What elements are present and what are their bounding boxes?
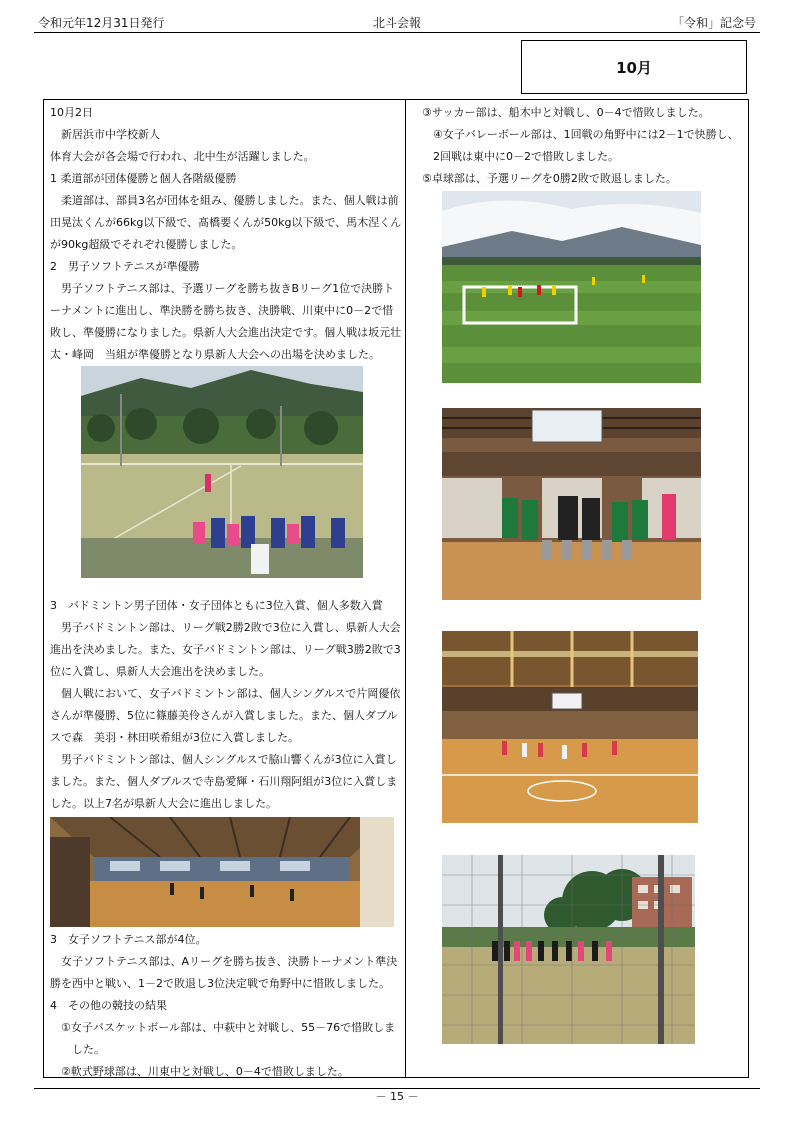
result-volleyball: ④女子バレーボール部は、1回戦の角野中には2－1で快勝し、2回戦は東中に0－2で惜敗しました。 <box>433 128 739 163</box>
photo-badminton-gym <box>50 817 394 927</box>
newsletter-title: 北斗会報 <box>372 16 421 30</box>
event-name: 新居浜市中学校新人 <box>61 128 160 141</box>
photo-basketball <box>442 631 698 823</box>
column-divider <box>405 99 406 1078</box>
result-table-tennis: ⑤卓球部は、予選リーグを0勝2敗で敗退しました。 <box>422 172 677 185</box>
section-boys-tennis-body: 男子ソフトテニス部は、予選リーグを勝ち抜きBリーグ1位で決勝トーナメントに進出し、準決勝を勝ち抜き、決勝戦、川東中に0－2で惜敗し、準優勝になりました。県新人大会進出決定です。個人戦は坂元壮太・峰岡 当組が準優勝となり県新人大会への出場を決めました。 <box>50 282 402 361</box>
section-judo-heading: 1 柔道部が団体優勝と個人各階級優勝 <box>50 172 237 185</box>
result-basketball: ①女子バスケットボール部は、中萩中と対戦し、55－76で惜敗しました。 <box>61 1021 396 1056</box>
event-date: 10月2日 <box>50 106 93 119</box>
month-label: 10月 <box>521 40 747 94</box>
section-judo-body: 柔道部は、部員3名が団体を組み、優勝しました。また、個人戦は前田晃汰くんが66kg以下級で、髙橋要くんが50kg以下級で、馬木涅くんが90kg超級でそれぞれ優勝しました。 <box>50 194 402 251</box>
edition-label: 「令和」記念号 <box>671 16 756 30</box>
section-badminton-body-3: 男子バドミントン部は、個人シングルスで脇山響くんが3位に入賞しました。また、個人ダブルスで寺島愛輝・石川翔阿組が3位に入賞しました。以上7名が県新人大会に進出しました。 <box>50 753 398 810</box>
section-girls-tennis-heading: 3 女子ソフトテニス部が4位。 <box>50 933 207 946</box>
left-column <box>50 102 402 1083</box>
result-soccer: ③サッカー部は、船木中と対戦し、0－4で惜敗しました。 <box>422 106 710 119</box>
page-number: － 15 － <box>375 1090 419 1103</box>
photo-soccer <box>442 191 701 383</box>
section-other-heading: 4 その他の競技の結果 <box>50 999 167 1012</box>
section-boys-tennis-heading: 2 男子ソフトテニスが準優勝 <box>50 260 200 273</box>
photo-volleyball <box>442 408 701 600</box>
issue-date: 令和元年12月31日発行 <box>38 16 165 30</box>
result-baseball: ②軟式野球部は、川東中と対戦し、0－4で惜敗しました。 <box>61 1065 349 1078</box>
event-intro: 体育大会が各会場で行われ、北中生が活躍しました。 <box>50 150 315 163</box>
header-rule <box>34 32 760 33</box>
section-badminton-body-2: 個人戦において、女子バドミントン部は、個人シングルスで片岡優依さんが準優勝、5位に篠藤美伶さんが入賞しました。また、個人ダブルスで森 美羽・林田咲希組が3位に入賞しました。 <box>50 687 401 744</box>
section-badminton-heading: 3 バドミントン男子団体・女子団体ともに3位入賞、個人多数入賞 <box>50 599 383 612</box>
section-badminton-body-1: 男子バドミントン部は、リーグ戦2勝2敗で3位に入賞し、県新人大会進出を決めました。また、女子バドミントン部は、リーグ戦3勝2敗で3位に入賞し、県新人大会進出を決めました。 <box>50 621 401 678</box>
photo-girls-tennis <box>442 855 695 1044</box>
section-girls-tennis-body: 女子ソフトテニス部は、Aリーグを勝ち抜き、決勝トーナメント準決勝を西中と戦い、1－2で敗退し3位決定戦で角野中に惜敗しました。 <box>50 955 398 990</box>
right-column <box>422 102 744 190</box>
photo-soft-tennis <box>81 366 363 578</box>
